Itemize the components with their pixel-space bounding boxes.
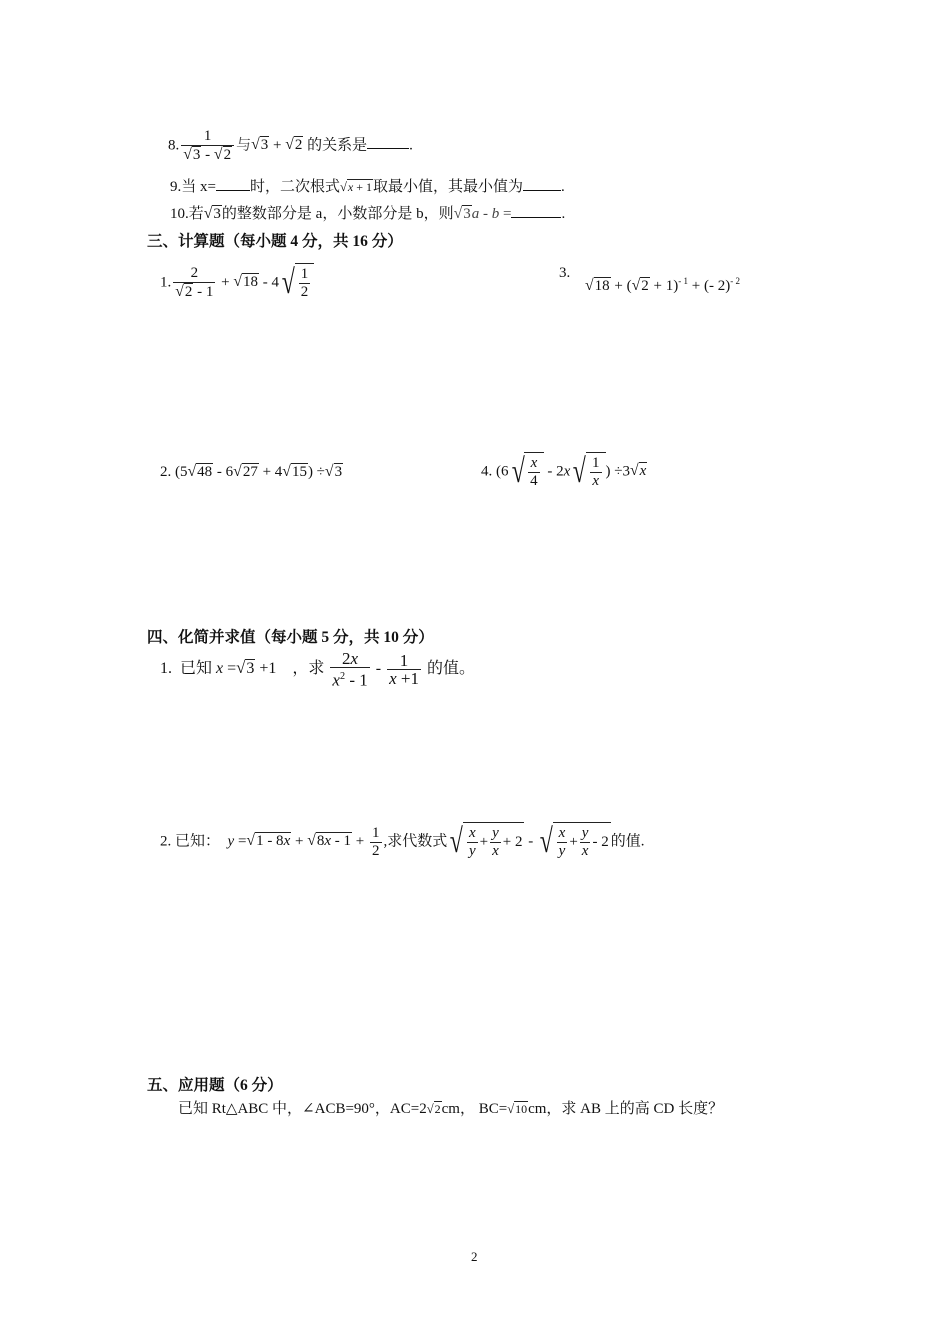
question-10-blank[interactable] — [511, 217, 561, 218]
section-3-heading: 三、计算题（每小题 4 分，共 16 分） — [147, 233, 403, 250]
question-9-text: 时，二次根式 — [249, 179, 340, 195]
calc-problem-3: 3. — [559, 265, 571, 281]
question-10: 10.若√3的整数部分是 a，小数部分是 b，则√3a - b = . — [170, 205, 566, 222]
simplify-problem-2: 2. 已知： y =√1 - 8x + √8x - 1 + $\frac{1}{2}$ ,求代数式 √ $\frac{x}{y}$ + $\frac{y}{x}$ + 2 - √ $\frac{x}{y}$ + $\frac{y}{x}$ - 2 的值. — [160, 823, 645, 860]
question-9-blank-x[interactable] — [216, 190, 250, 191]
question-10-number: 10.若 — [170, 206, 204, 222]
simplify-problem-1: 1. 已知 x =√3 +1 ，求 $\frac{2x}{x^2 - 1}$ - $\frac{1}{x +1}$ 的值。 — [160, 649, 475, 690]
question-9-number: 9.当 x= — [170, 179, 216, 195]
question-9: 9.当 x= 时，二次根式√x + 1取最小值，其最小值为 . — [170, 179, 565, 195]
question-8-fraction: $\frac{1}{√3 - √2}$ — [181, 128, 234, 164]
question-10-text: 的整数部分是 a，小数部分是 b，则 — [221, 206, 454, 222]
calc-problem-3-expr: $√18 + (√2 + 1)^{- 1}$ + (- 2)$^{- 2}$ — [585, 276, 740, 294]
page-number: 2 — [471, 1249, 478, 1264]
question-9-text2: 取最小值，其最小值为 — [373, 179, 524, 195]
question-8-text: 与 — [236, 137, 252, 154]
question-8-text2: 的关系是 — [307, 137, 368, 154]
application-problem: 已知 Rt△ABC 中，∠ACB=90°，AC=2√2cm， BC=√10cm，求 AB 上的高 CD 长度？ — [178, 1101, 724, 1117]
question-9-blank-min[interactable] — [523, 190, 561, 191]
calc-problem-1: 1. $\frac{2}{√2 - 1}$ + √18 - 4 √ $\frac{1}{2}$ — [160, 263, 314, 303]
calc-problem-2: 2. (5√48 - 6√27 + 4√15) ÷√3 — [160, 463, 343, 480]
question-8: 8. $\frac{1}{√3 - √2}$ 与√3 + √2 的关系是 . — [168, 128, 413, 163]
question-8-blank[interactable] — [367, 148, 409, 149]
calc-problem-4: 4. (6 √ $\frac{x}{4}$ - 2x √ $\frac{1}{x}$ ) ÷3√x — [481, 453, 647, 490]
question-9-radical: √x + 1 — [339, 180, 373, 194]
section-4-heading: 四、化简并求值（每小题 5 分，共 10 分） — [147, 629, 434, 646]
question-8-number: 8. — [168, 137, 180, 154]
section-5-heading: 五、应用题（6 分） — [147, 1077, 283, 1094]
